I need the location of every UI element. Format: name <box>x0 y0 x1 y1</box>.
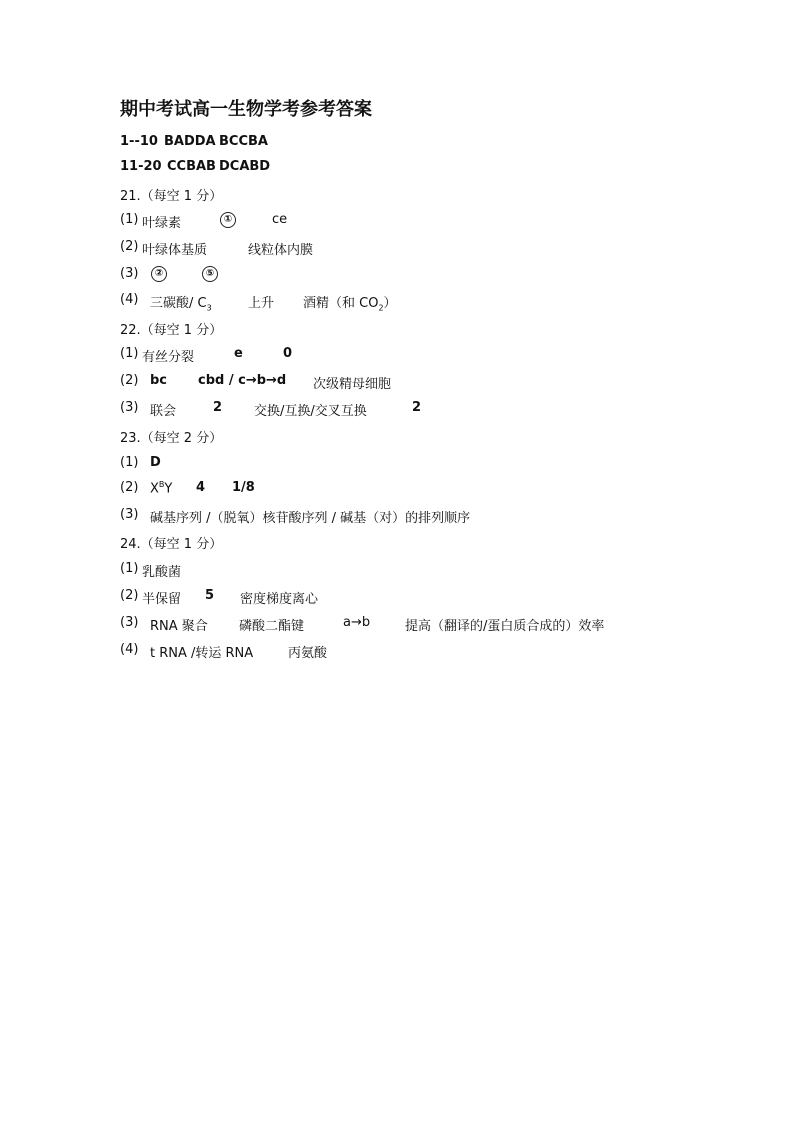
answer-text: 2 <box>213 400 223 415</box>
answer-text: 线粒体内膜 <box>248 243 314 258</box>
question-heading: 24.（每空 1 分） <box>120 537 223 552</box>
answer-text-part: 酒精（和 CO <box>303 296 379 311</box>
answer-text: 提高（翻译的/蛋白质合成的）效率 <box>405 619 605 634</box>
answer-text: 碱基序列 /（脱氧）核苷酸序列 / 碱基（对）的排列顺序 <box>150 511 471 526</box>
answer-text <box>150 480 172 496</box>
answer-number: (2) <box>120 588 139 603</box>
answer-text: 有丝分裂 <box>142 350 195 365</box>
answer-text: 0 <box>283 346 293 361</box>
circled-number: ① <box>220 212 236 228</box>
answer-text: D <box>150 455 161 470</box>
answer-text: 4 <box>196 480 206 495</box>
answer-text: 叶绿体基质 <box>142 243 208 258</box>
question-heading: 23.（每空 2 分） <box>120 431 223 446</box>
answer-text: cbd / c→b→d <box>198 373 287 388</box>
answer-text: e <box>234 346 243 361</box>
answer-text: a→b <box>343 615 371 630</box>
mc-group: BADDA <box>164 134 216 149</box>
answer-text: 2 <box>412 400 422 415</box>
mc-group: DCABD <box>219 159 271 174</box>
answer-text-part: ） <box>383 296 397 311</box>
answer-text: 叶绿素 <box>142 216 182 231</box>
superscript: B <box>158 480 165 489</box>
circled-number: ② <box>151 266 167 282</box>
answer-text: ce <box>272 212 288 227</box>
answer-text: 1/8 <box>232 480 255 495</box>
answer-number: (1) <box>120 455 139 470</box>
answer-text-part: 三碳酸/ C <box>150 296 207 311</box>
answer-number: (3) <box>120 615 139 630</box>
answer-number: (4) <box>120 642 139 657</box>
circled-number: ⑤ <box>202 266 218 282</box>
mc-group: CCBAB <box>167 159 216 174</box>
answer-text: 磷酸二酯键 <box>239 619 305 634</box>
mc-range: 1--10 <box>120 134 158 149</box>
answer-number: (2) <box>120 480 139 495</box>
answer-text: 5 <box>205 588 215 603</box>
mc-range: 11-20 <box>120 159 162 174</box>
question-heading: 21.（每空 1 分） <box>120 189 223 204</box>
mc-group: BCCBA <box>219 134 268 149</box>
subscript: 2 <box>378 303 384 313</box>
answer-text: t RNA /转运 RNA <box>150 646 254 661</box>
answer-text: 交换/互换/交叉互换 <box>254 404 367 419</box>
answer-text: 次级精母细胞 <box>313 377 392 392</box>
page-title: 期中考试高一生物学考参考答案 <box>120 99 372 120</box>
answer-text: 丙氨酸 <box>288 646 328 661</box>
answer-number: (3) <box>120 266 139 281</box>
answer-number: (1) <box>120 561 139 576</box>
answer-text: 上升 <box>248 296 275 311</box>
answer-number: (1) <box>120 346 139 361</box>
answer-number: (3) <box>120 400 139 415</box>
answer-text: 密度梯度离心 <box>240 592 319 607</box>
answer-text: 乳酸菌 <box>142 565 182 580</box>
answer-text-part: Y <box>164 481 173 497</box>
answer-text: bc <box>150 373 168 388</box>
answer-number: (1) <box>120 212 139 227</box>
subscript: 3 <box>206 303 212 313</box>
answer-text: RNA 聚合 <box>150 619 208 634</box>
answer-text: 半保留 <box>142 592 182 607</box>
answer-number: (2) <box>120 239 139 254</box>
answer-number: (4) <box>120 292 139 307</box>
answer-text-part: X <box>150 481 159 497</box>
question-heading: 22.（每空 1 分） <box>120 323 223 338</box>
answer-number: (3) <box>120 507 139 522</box>
answer-text: 联会 <box>150 404 177 419</box>
answer-text <box>150 292 212 313</box>
answer-number: (2) <box>120 373 139 388</box>
answer-text <box>303 292 397 313</box>
